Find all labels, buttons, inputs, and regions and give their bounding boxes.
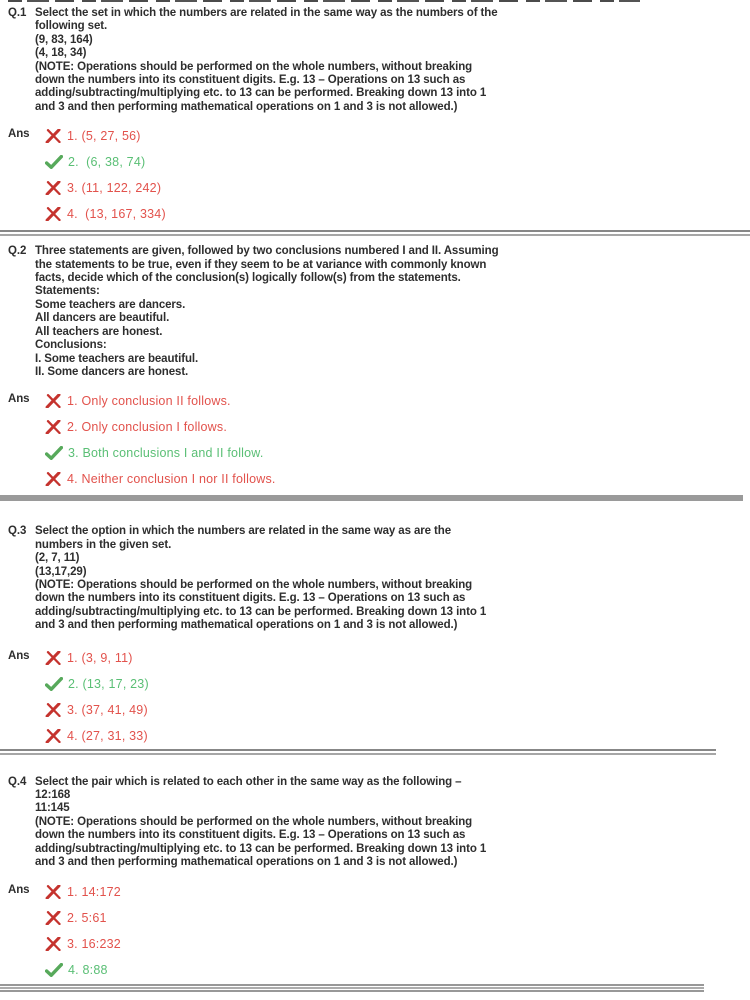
question-text-line: and 3 and then performing mathematical operations on 1 and 3 is not allowed.) — [35, 100, 458, 113]
answer-option — [45, 149, 166, 175]
question-text-line: (NOTE: Operations should be performed on the whole numbers, without breaking — [35, 60, 473, 73]
question-text-line: Three statements are given, followed by two conclusions numbered I and II. Assuming — [35, 245, 499, 258]
question-block — [0, 755, 750, 993]
options-list — [45, 388, 276, 492]
option-text: 3. (37, 41, 49) — [67, 702, 148, 717]
question-block — [0, 501, 750, 754]
question-text-line: Select the pair which is related to each other in the same way as the following – — [35, 775, 462, 788]
option-text: 3. Both conclusions I and II follow. — [68, 446, 264, 461]
question-text-line: (9, 83, 164) — [35, 33, 93, 46]
answer-option — [45, 645, 149, 671]
question-text — [35, 776, 486, 870]
answer-row — [0, 388, 750, 492]
question-row — [0, 776, 750, 870]
question-text-line: Some teachers are dancers. — [35, 298, 186, 311]
question-text — [35, 245, 499, 379]
answer-option — [45, 905, 121, 931]
question-row — [0, 525, 750, 632]
question-text-line: (NOTE: Operations should be performed on the whole numbers, without breaking — [35, 815, 473, 828]
answer-row — [0, 879, 750, 983]
option-text: 1. (3, 9, 11) — [67, 650, 133, 665]
question-text-line: down the numbers into its constituent digits. E.g. 13 – Operations on 13 such as — [35, 829, 466, 842]
question-number: Q.3 — [8, 525, 27, 538]
cross-icon — [45, 181, 62, 195]
question-text-line: 12:168 — [35, 788, 71, 801]
answer-option — [45, 123, 166, 149]
question-text-line: (13,17,29) — [35, 565, 87, 578]
question-row — [0, 7, 750, 114]
cross-icon — [45, 911, 62, 925]
question-text-line: II. Some dancers are honest. — [35, 365, 189, 378]
option-text: 4. 8:88 — [68, 963, 108, 978]
cross-icon — [45, 729, 62, 743]
check-icon — [45, 677, 63, 691]
question-text — [35, 7, 498, 114]
cross-icon — [45, 885, 62, 899]
question-text-line: the statements to be true, even if they seem to be at variance with commonly known — [35, 258, 487, 271]
option-text: 3. (11, 122, 242) — [67, 181, 162, 196]
options-list — [45, 123, 166, 227]
answer-label: Ans — [8, 884, 30, 897]
option-text: 2. (6, 38, 74) — [68, 155, 146, 170]
option-text: 1. (5, 27, 56) — [67, 129, 141, 144]
answer-option — [45, 388, 276, 414]
option-text: 2. 5:61 — [67, 911, 107, 926]
question-text-line: and 3 and then performing mathematical operations on 1 and 3 is not allowed.) — [35, 619, 458, 632]
option-text: 1. 14:172 — [67, 885, 121, 900]
answer-option — [45, 175, 166, 201]
cross-icon — [45, 651, 62, 665]
cross-icon — [45, 703, 62, 717]
option-text: 1. Only conclusion II follows. — [67, 394, 231, 409]
cross-icon — [45, 472, 62, 486]
section-divider — [0, 984, 704, 992]
answer-label: Ans — [8, 649, 30, 662]
option-text: 4. (13, 167, 334) — [67, 207, 166, 222]
answer-row — [0, 123, 750, 227]
question-text-line: facts, decide which of the conclusion(s) logically follow(s) from the statements. — [35, 272, 461, 285]
question-text-line: (2, 7, 11) — [35, 552, 80, 565]
answer-option — [45, 671, 149, 697]
answer-option — [45, 201, 166, 227]
question-text-line: down the numbers into its constituent digits. E.g. 13 – Operations on 13 such as — [35, 592, 466, 605]
options-list — [45, 879, 121, 983]
cross-icon — [45, 394, 62, 408]
question-text-line: and 3 and then performing mathematical operations on 1 and 3 is not allowed.) — [35, 856, 458, 868]
question-text-line: (4, 18, 34) — [35, 47, 87, 60]
answer-label: Ans — [8, 393, 30, 406]
question-block — [0, 0, 750, 236]
answer-option — [45, 879, 121, 905]
answer-option — [45, 466, 276, 492]
question-text-line: following set. — [35, 20, 108, 33]
option-text: 4. Neither conclusion I nor II follows. — [67, 472, 276, 487]
question-text-line: Statements: — [35, 285, 100, 298]
check-icon — [45, 155, 63, 169]
question-text-line: adding/subtracting/multiplying etc. to 13 can be performed. Breaking down 13 into 1 — [35, 842, 487, 855]
answer-option — [45, 723, 149, 749]
question-text-line: All teachers are honest. — [35, 325, 163, 338]
question-text-line: Conclusions: — [35, 339, 107, 352]
option-text: 3. 16:232 — [67, 937, 121, 952]
question-number: Q.1 — [8, 7, 27, 19]
question-text-line: numbers in the given set. — [35, 538, 172, 551]
cross-icon — [45, 420, 62, 434]
question-number: Q.4 — [8, 775, 27, 788]
answer-option — [45, 957, 121, 983]
option-text: 2. (13, 17, 23) — [68, 676, 149, 691]
question-text — [35, 525, 486, 632]
cross-icon — [45, 937, 62, 951]
check-icon — [45, 963, 63, 977]
question-text-line: 11:145 — [35, 802, 70, 815]
question-text-line: (NOTE: Operations should be performed on the whole numbers, without breaking — [35, 578, 473, 591]
question-row — [0, 245, 750, 379]
cross-icon — [45, 129, 62, 143]
option-text: 2. Only conclusion I follows. — [67, 420, 228, 435]
answer-option — [45, 931, 121, 957]
answer-option — [45, 440, 276, 466]
question-text-line: Select the set in which the numbers are related in the same way as the numbers of the — [35, 7, 498, 19]
question-text-line: down the numbers into its constituent digits. E.g. 13 – Operations on 13 such as — [35, 74, 466, 87]
options-list — [45, 645, 149, 749]
question-text-line: adding/subtracting/multiplying etc. to 13 can be performed. Breaking down 13 into 1 — [35, 605, 487, 618]
question-text-line: Select the option in which the numbers are related in the same way as are the — [35, 525, 452, 538]
cross-icon — [45, 207, 62, 221]
answer-option — [45, 414, 276, 440]
option-text: 4. (27, 31, 33) — [67, 728, 148, 743]
answer-option — [45, 697, 149, 723]
question-number: Q.2 — [8, 245, 27, 258]
answer-row — [0, 645, 750, 749]
check-icon — [45, 446, 63, 460]
question-block — [0, 236, 750, 501]
question-text-line: All dancers are beautiful. — [35, 312, 170, 325]
answer-label: Ans — [8, 128, 30, 141]
question-text-line: adding/subtracting/multiplying etc. to 13 can be performed. Breaking down 13 into 1 — [35, 87, 487, 100]
question-text-line: I. Some teachers are beautiful. — [35, 352, 199, 365]
